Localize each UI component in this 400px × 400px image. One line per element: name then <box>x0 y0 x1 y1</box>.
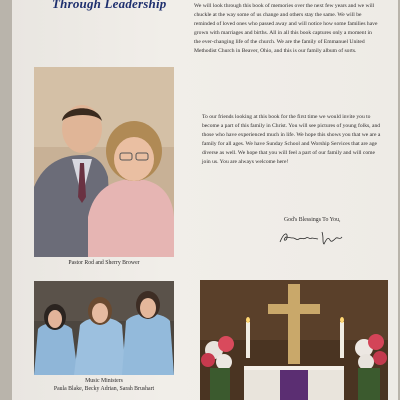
music-ministers-photo <box>34 281 174 375</box>
intro-paragraph: We will look through this book of memories over the next few years and we will chuckle at the way some of us change and others stay the same. We will be reminded of loved ones who passed away and will notice how some families have grown with marriages and births. All in all this book captures only a moment in the ever-changing life of the church. We are the family of Emmanuel United Methodist Church in Beaver, Ohio, and this is our family album of sorts. <box>194 3 378 54</box>
pastor-photo <box>34 67 174 257</box>
section-heading: Through Leadership <box>52 0 167 11</box>
pastor-signature <box>278 228 348 248</box>
music-ministers-title: Music Ministers <box>85 378 123 384</box>
closing-line: God's Blessings To You, <box>284 217 341 223</box>
music-ministers-names: Paula Blake, Becky Adrian, Sarah Brushart <box>53 386 155 392</box>
pastor-photo-caption: Pastor Rod and Sherry Brower <box>68 260 140 266</box>
invitation-paragraph: To our friends looking at this book for the first time we would invite you to become a part of this family in Christ. You will see pictures of young folks, and those who have experienced much in life. We hope this shows you that we are a family for all ages. We have Sunday School and Worship Services that are age diverse as well. We hope that you will feel a part of our family and will come join us. You are always welcome here! <box>202 114 381 165</box>
music-ministers-caption <box>28 377 180 393</box>
altar-photo <box>200 280 388 400</box>
yearbook-page <box>12 0 398 400</box>
